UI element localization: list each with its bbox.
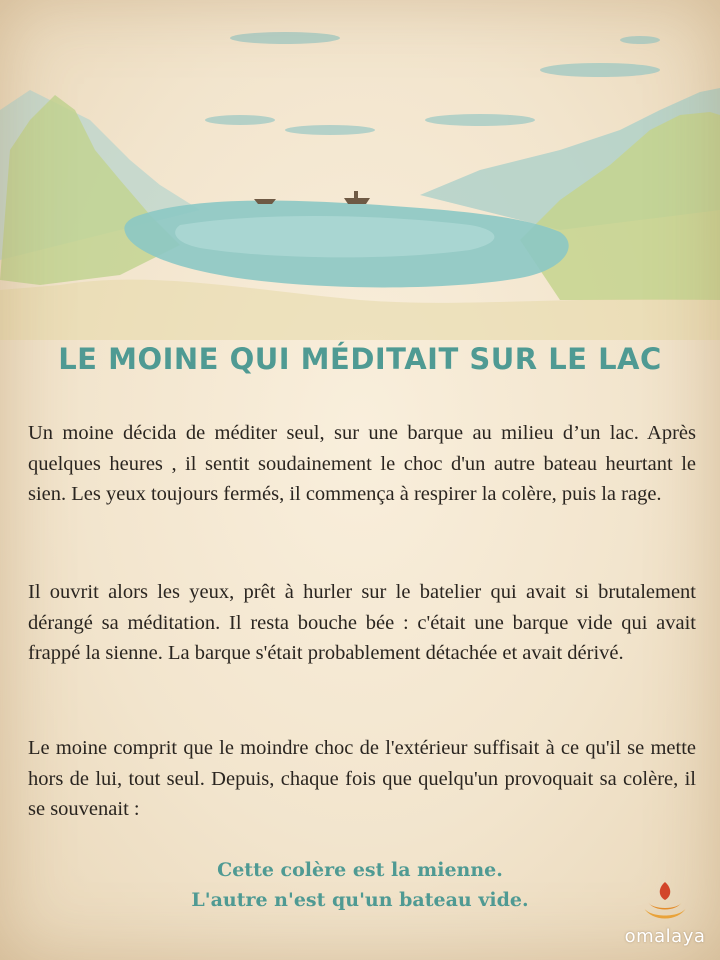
boat-with-monk-icon — [344, 191, 370, 204]
moral-quote — [0, 855, 720, 915]
story-paragraph-3: Le moine comprit que le moindre choc de l'extérieur suffisait à ce qu'il se mette hors de lui, tout seul. Depuis, chaque fois que quelqu'un provoquait sa colère, il se souvenait : — [28, 737, 696, 820]
lake-landscape-illustration — [0, 0, 720, 340]
omalaya-logo — [620, 880, 710, 955]
omalaya-lotus-icon — [640, 880, 690, 924]
clouds — [205, 32, 660, 135]
logo-wordmark: omalaya — [624, 926, 706, 947]
quote-line-1: Cette colère est la mienne. — [217, 859, 503, 881]
story-paragraph-1: Un moine décida de méditer seul, sur une barque au milieu d’un lac. Après quelques heures , il sentit soudainement le choc d'un autre bateau heurtant le sien. Les yeux toujours fermés, il commença à respirer la colère, puis la rage. — [28, 422, 696, 505]
quote-line-2: L'autre n'est qu'un bateau vide. — [191, 889, 529, 911]
story-paragraph-2: Il ouvrit alors les yeux, prêt à hurler sur le batelier qui avait si brutalement dérangé sa méditation. Il resta bouche bée : c'était une barque vide qui avait frappé la sienne. La barque s'était probablement détachée et avait dérivé. — [28, 581, 696, 664]
story-title: LE MOINE QUI MÉDITAIT SUR LE LAC — [58, 342, 662, 376]
